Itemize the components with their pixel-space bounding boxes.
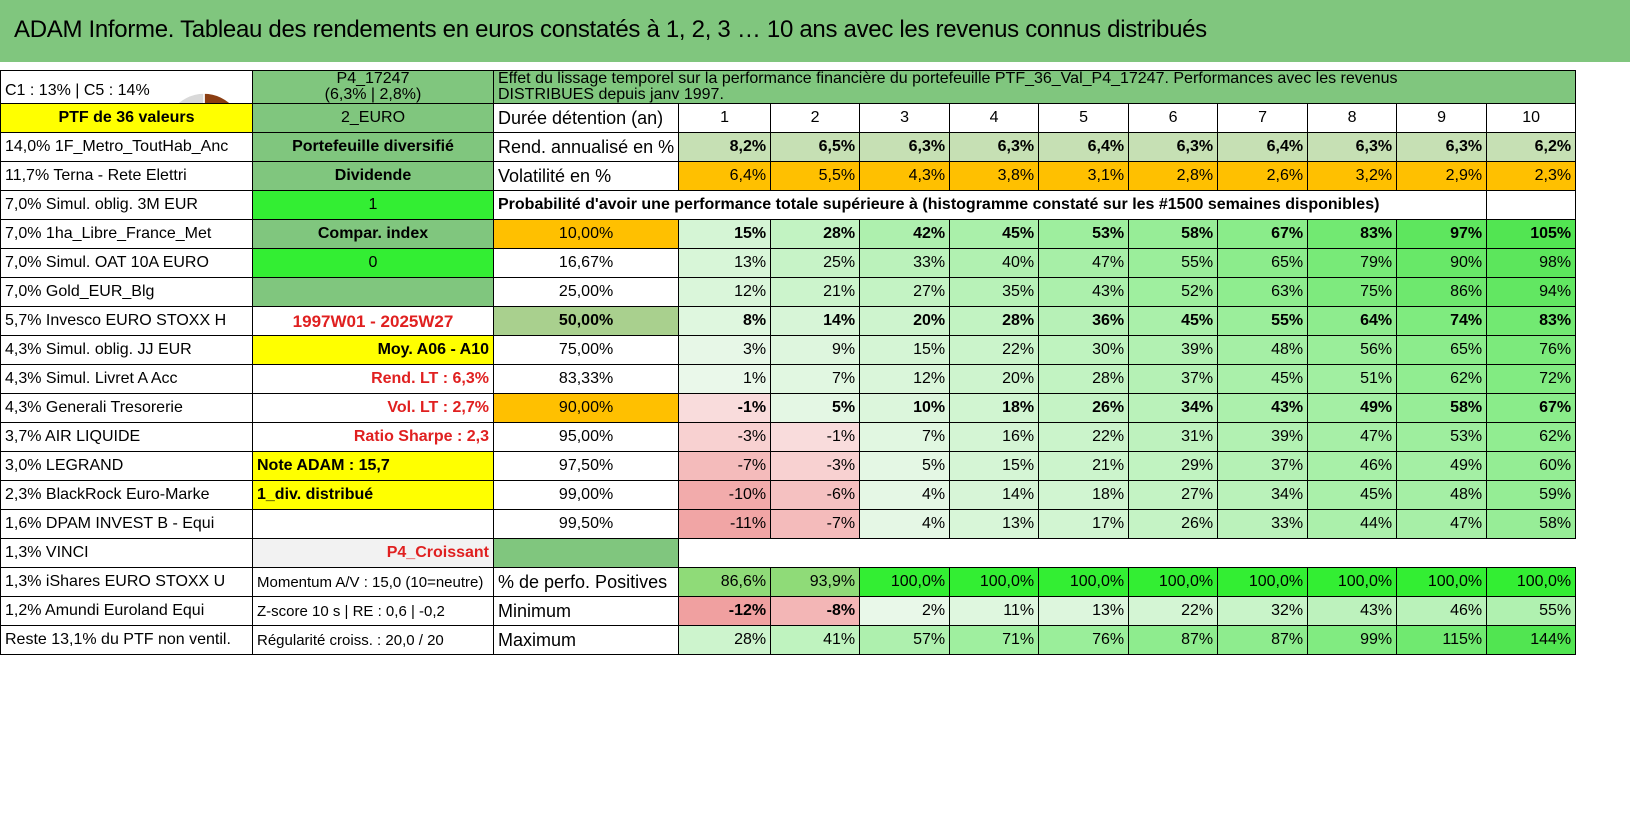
table-row (1, 452, 1576, 481)
probability-value: -7% (771, 510, 860, 539)
indicator-cell: Régularité croiss. : 20,0 / 20 (253, 626, 494, 655)
empty-cell (1039, 539, 1129, 568)
probability-value: -7% (679, 452, 771, 481)
allocation-pie-cell (1, 71, 253, 104)
holding-name: 7,0% Simul. OAT 10A EURO (1, 249, 253, 278)
year-header: 8 (1308, 104, 1397, 133)
stat-value: 100,0% (1487, 568, 1576, 597)
probability-value: 27% (1129, 481, 1218, 510)
year-header: 7 (1218, 104, 1308, 133)
table-row (1, 191, 1576, 220)
empty-cell (1487, 539, 1576, 568)
title-bar (0, 0, 1630, 62)
probability-value: 47% (1039, 249, 1129, 278)
holding-name: 1,3% VINCI (1, 539, 253, 568)
description-cell (494, 71, 1576, 104)
probability-value: 21% (1039, 452, 1129, 481)
probability-value: 29% (1129, 452, 1218, 481)
stat-value: 2% (860, 597, 950, 626)
probability-value: 86% (1397, 278, 1487, 307)
probability-threshold: 95,00% (494, 423, 679, 452)
year-header: 2 (771, 104, 860, 133)
table-row (1, 394, 1576, 423)
table-row (1, 510, 1576, 539)
empty-cell (1129, 539, 1218, 568)
probability-value: 3% (679, 336, 771, 365)
table-row (1, 249, 1576, 278)
table-row (1, 307, 1576, 336)
indicator-cell: Z-score 10 s | RE : 0,6 | -0,2 (253, 597, 494, 626)
year-header: 4 (950, 104, 1039, 133)
probability-value: 55% (1129, 249, 1218, 278)
stat-label: Maximum (494, 626, 679, 655)
probability-value: 5% (771, 394, 860, 423)
probability-value: 49% (1308, 394, 1397, 423)
holding-name: 11,7% Terna - Rete Elettri (1, 162, 253, 191)
pie-slice-c1 (204, 93, 235, 104)
stat-value: 46% (1397, 597, 1487, 626)
probability-value: 21% (771, 278, 860, 307)
empty-cell (1397, 539, 1487, 568)
year-header: 10 (1487, 104, 1576, 133)
probability-value: -3% (771, 452, 860, 481)
indicator-cell: Momentum A/V : 15,0 (10=neutre) (253, 568, 494, 597)
volatility-value: 4,3% (860, 162, 950, 191)
probability-value: 28% (771, 220, 860, 249)
allocation-pie-chart (159, 91, 249, 104)
stat-value: 115% (1397, 626, 1487, 655)
probability-threshold: 25,00% (494, 278, 679, 307)
probability-value: 48% (1218, 336, 1308, 365)
probability-value: 43% (1039, 278, 1129, 307)
stat-value: 100,0% (950, 568, 1039, 597)
probability-value: 58% (1129, 220, 1218, 249)
probability-value: -1% (679, 394, 771, 423)
probability-value: 53% (1397, 423, 1487, 452)
indicator-cell: Dividende (253, 162, 494, 191)
fund-stats: (6,3% | 2,8%) (324, 86, 422, 103)
stat-value: -12% (679, 597, 771, 626)
probability-value: 39% (1129, 336, 1218, 365)
probability-value: 1% (679, 365, 771, 394)
volatility-value: 2,9% (1397, 162, 1487, 191)
currency-label: 2_EURO (253, 104, 494, 133)
table-row (1, 626, 1576, 655)
table-row (1, 539, 1576, 568)
probability-value: 72% (1487, 365, 1576, 394)
probability-value: 45% (950, 220, 1039, 249)
probability-value: 10% (860, 394, 950, 423)
probability-value: 51% (1308, 365, 1397, 394)
probability-value: 45% (1308, 481, 1397, 510)
stat-value: -8% (771, 597, 860, 626)
volatility-value: 2,3% (1487, 162, 1576, 191)
holding-name: 1,6% DPAM INVEST B - Equi (1, 510, 253, 539)
probability-threshold: 90,00% (494, 394, 679, 423)
probability-value: 30% (1039, 336, 1129, 365)
holding-name: 4,3% Generali Tresorerie (1, 394, 253, 423)
fund-code: P4_17247 (336, 70, 410, 87)
probability-value: 49% (1397, 452, 1487, 481)
probability-value: 64% (1308, 307, 1397, 336)
probability-value: 39% (1218, 423, 1308, 452)
probability-value: 18% (1039, 481, 1129, 510)
probability-value: 58% (1397, 394, 1487, 423)
stat-value: 100,0% (1397, 568, 1487, 597)
volatility-value: 3,2% (1308, 162, 1397, 191)
year-header: 5 (1039, 104, 1129, 133)
indicator-cell: Moy. A06 - A10 (253, 336, 494, 365)
stat-value: 22% (1129, 597, 1218, 626)
probability-value: 4% (860, 510, 950, 539)
probability-value: 15% (679, 220, 771, 249)
probability-threshold: 99,00% (494, 481, 679, 510)
probability-caption: Probabilité d'avoir une performance totale supérieure à (histogramme constaté sur les #1500 semaines disponibles) (494, 191, 1487, 220)
probability-threshold: 75,00% (494, 336, 679, 365)
year-header: 1 (679, 104, 771, 133)
probability-value: 74% (1397, 307, 1487, 336)
volatility-value: 2,6% (1218, 162, 1308, 191)
probability-value: 20% (950, 365, 1039, 394)
volatility-value: 5,5% (771, 162, 860, 191)
probability-value: 53% (1039, 220, 1129, 249)
probability-value: 28% (950, 307, 1039, 336)
probability-value: 56% (1308, 336, 1397, 365)
stat-value: 13% (1039, 597, 1129, 626)
empty-cell (1308, 539, 1397, 568)
holding-name: 4,3% Simul. Livret A Acc (1, 365, 253, 394)
probability-value: -10% (679, 481, 771, 510)
probability-value: 15% (950, 452, 1039, 481)
fund-header (253, 71, 494, 104)
table-row (1, 162, 1576, 191)
stat-label: Minimum (494, 597, 679, 626)
stat-value: 55% (1487, 597, 1576, 626)
probability-value: 28% (1039, 365, 1129, 394)
probability-threshold: 83,33% (494, 365, 679, 394)
probability-value: 22% (1039, 423, 1129, 452)
table-row (1, 597, 1576, 626)
probability-value: 62% (1487, 423, 1576, 452)
pie-legend-item: C1 : 13% | C5 : 14% (5, 82, 150, 99)
year-header: 9 (1397, 104, 1487, 133)
probability-value: 98% (1487, 249, 1576, 278)
holding-name: 2,3% BlackRock Euro-Marke (1, 481, 253, 510)
stat-value: 11% (950, 597, 1039, 626)
empty-cell (950, 539, 1039, 568)
probability-value: 67% (1487, 394, 1576, 423)
stat-value: 32% (1218, 597, 1308, 626)
indicator-cell: Rend. LT : 6,3% (253, 365, 494, 394)
probability-value: 48% (1397, 481, 1487, 510)
probability-value: 65% (1218, 249, 1308, 278)
table-row (1, 336, 1576, 365)
probability-threshold: 50,00% (494, 307, 679, 336)
probability-value: 59% (1487, 481, 1576, 510)
annual-return-value: 6,3% (1129, 133, 1218, 162)
holding-name: 1,2% Amundi Euroland Equi (1, 597, 253, 626)
indicator-cell: 1_div. distribué (253, 481, 494, 510)
probability-value: 46% (1308, 452, 1397, 481)
stat-value: 43% (1308, 597, 1397, 626)
holding-name: 7,0% Gold_EUR_Blg (1, 278, 253, 307)
volatility-value: 6,4% (679, 162, 771, 191)
indicator-cell: 0 (253, 249, 494, 278)
probability-value: 37% (1129, 365, 1218, 394)
probability-value: 22% (950, 336, 1039, 365)
probability-value: 90% (1397, 249, 1487, 278)
probability-value: 27% (860, 278, 950, 307)
description-line-2: DISTRIBUES depuis janv 1997. (498, 86, 724, 103)
probability-value: 63% (1218, 278, 1308, 307)
stat-value: 28% (679, 626, 771, 655)
probability-value: 33% (1218, 510, 1308, 539)
probability-value: 43% (1218, 394, 1308, 423)
probability-value: 33% (860, 249, 950, 278)
probability-value: 67% (1218, 220, 1308, 249)
holding-name: 4,3% Simul. oblig. JJ EUR (1, 336, 253, 365)
stat-value: 71% (950, 626, 1039, 655)
stat-value: 57% (860, 626, 950, 655)
empty-cell (1487, 191, 1576, 220)
table-row (1, 133, 1576, 162)
table-row (1, 568, 1576, 597)
probability-value: 83% (1308, 220, 1397, 249)
indicator-cell: Compar. index (253, 220, 494, 249)
indicator-cell: Ratio Sharpe : 2,3 (253, 423, 494, 452)
probability-value: 26% (1129, 510, 1218, 539)
probability-value: 36% (1039, 307, 1129, 336)
volatility-value: 2,8% (1129, 162, 1218, 191)
annual-return-value: 6,3% (1397, 133, 1487, 162)
probability-value: 16% (950, 423, 1039, 452)
indicator-cell: 1 (253, 191, 494, 220)
stat-value: 93,9% (771, 568, 860, 597)
report-title: ADAM Informe. Tableau des rendements en euros constatés à 1, 2, 3 … 10 ans avec les revenus connus distribués (14, 16, 1207, 43)
year-header: 3 (860, 104, 950, 133)
annual-return-value: 6,5% (771, 133, 860, 162)
empty-cell (771, 539, 860, 568)
volatility-value: 3,8% (950, 162, 1039, 191)
probability-value: 75% (1308, 278, 1397, 307)
holding-name: 14,0% 1F_Metro_ToutHab_Anc (1, 133, 253, 162)
stat-value: 99% (1308, 626, 1397, 655)
table-row (1, 423, 1576, 452)
probability-value: -6% (771, 481, 860, 510)
volatility-value: 3,1% (1039, 162, 1129, 191)
probability-value: 79% (1308, 249, 1397, 278)
stat-value: 87% (1218, 626, 1308, 655)
annual-return-label: Rend. annualisé en % (494, 133, 679, 162)
probability-value: 97% (1397, 220, 1487, 249)
title-separator (0, 62, 1630, 70)
probability-value: 34% (1218, 481, 1308, 510)
probability-value: 14% (950, 481, 1039, 510)
description-line-1: Effet du lissage temporel sur la performance financière du portefeuille PTF_36_Val_P4_17247. Performances avec les revenus (498, 70, 1398, 87)
stat-value: 100,0% (1218, 568, 1308, 597)
indicator-cell: Portefeuille diversifié (253, 133, 494, 162)
performance-table (0, 70, 1576, 655)
probability-threshold: 99,50% (494, 510, 679, 539)
probability-value: 8% (679, 307, 771, 336)
probability-value: 13% (679, 249, 771, 278)
probability-value: 7% (860, 423, 950, 452)
stat-value: 100,0% (1039, 568, 1129, 597)
stat-value: 87% (1129, 626, 1218, 655)
annual-return-value: 6,3% (950, 133, 1039, 162)
probability-value: 37% (1218, 452, 1308, 481)
probability-value: 52% (1129, 278, 1218, 307)
probability-value: 26% (1039, 394, 1129, 423)
holding-name: 3,7% AIR LIQUIDE (1, 423, 253, 452)
probability-value: 15% (860, 336, 950, 365)
probability-value: -3% (679, 423, 771, 452)
holding-name: 1,3% iShares EURO STOXX U (1, 568, 253, 597)
year-header: 6 (1129, 104, 1218, 133)
holding-name: 5,7% Invesco EURO STOXX H (1, 307, 253, 336)
probability-value: 17% (1039, 510, 1129, 539)
annual-return-value: 6,2% (1487, 133, 1576, 162)
indicator-cell: Note ADAM : 15,7 (253, 452, 494, 481)
probability-value: 65% (1397, 336, 1487, 365)
holding-name: 3,0% LEGRAND (1, 452, 253, 481)
probability-value: 9% (771, 336, 860, 365)
probability-value: 14% (771, 307, 860, 336)
portfolio-label: PTF de 36 valeurs (1, 104, 253, 133)
probability-value: 60% (1487, 452, 1576, 481)
empty-cell (860, 539, 950, 568)
stat-value: 100,0% (1129, 568, 1218, 597)
annual-return-value: 8,2% (679, 133, 771, 162)
table-row (1, 481, 1576, 510)
volatility-label: Volatilité en % (494, 162, 679, 191)
probability-value: 42% (860, 220, 950, 249)
probability-value: 18% (950, 394, 1039, 423)
indicator-cell: 1997W01 - 2025W27 (253, 307, 494, 336)
stat-value: 144% (1487, 626, 1576, 655)
probability-value: 31% (1129, 423, 1218, 452)
probability-value: 7% (771, 365, 860, 394)
probability-value: 12% (860, 365, 950, 394)
empty-cell (1218, 539, 1308, 568)
probability-value: -11% (679, 510, 771, 539)
holding-name: 7,0% 1ha_Libre_France_Met (1, 220, 253, 249)
indicator-cell: P4_Croissant (253, 539, 494, 568)
probability-value: 47% (1308, 423, 1397, 452)
probability-value: 83% (1487, 307, 1576, 336)
pie-slice-c5 (171, 93, 204, 104)
indicator-cell: Vol. LT : 2,7% (253, 394, 494, 423)
probability-threshold: 10,00% (494, 220, 679, 249)
annual-return-value: 6,3% (1308, 133, 1397, 162)
spacer-cell (494, 539, 679, 568)
probability-threshold: 16,67% (494, 249, 679, 278)
annual-return-value: 6,4% (1039, 133, 1129, 162)
annual-return-value: 6,4% (1218, 133, 1308, 162)
probability-value: 44% (1308, 510, 1397, 539)
table-row (1, 278, 1576, 307)
stat-value: 76% (1039, 626, 1129, 655)
holding-name: Reste 13,1% du PTF non ventil. (1, 626, 253, 655)
annual-return-value: 6,3% (860, 133, 950, 162)
probability-value: 13% (950, 510, 1039, 539)
probability-value: 12% (679, 278, 771, 307)
stat-value: 100,0% (1308, 568, 1397, 597)
probability-value: 34% (1129, 394, 1218, 423)
stat-label: % de perfo. Positives (494, 568, 679, 597)
indicator-cell (253, 510, 494, 539)
probability-value: 4% (860, 481, 950, 510)
probability-value: 47% (1397, 510, 1487, 539)
indicator-cell (253, 278, 494, 307)
probability-threshold: 97,50% (494, 452, 679, 481)
pie-legend (5, 75, 150, 104)
table-row (1, 220, 1576, 249)
probability-value: 62% (1397, 365, 1487, 394)
probability-value: 45% (1218, 365, 1308, 394)
stat-value: 100,0% (860, 568, 950, 597)
probability-value: 40% (950, 249, 1039, 278)
duration-label: Durée détention (an) (494, 104, 679, 133)
table-row (1, 365, 1576, 394)
probability-value: -1% (771, 423, 860, 452)
probability-value: 25% (771, 249, 860, 278)
probability-value: 45% (1129, 307, 1218, 336)
stat-value: 41% (771, 626, 860, 655)
empty-cell (679, 539, 771, 568)
probability-value: 58% (1487, 510, 1576, 539)
probability-value: 55% (1218, 307, 1308, 336)
probability-value: 105% (1487, 220, 1576, 249)
probability-value: 35% (950, 278, 1039, 307)
probability-value: 76% (1487, 336, 1576, 365)
probability-value: 5% (860, 452, 950, 481)
holding-name: 7,0% Simul. oblig. 3M EUR (1, 191, 253, 220)
probability-value: 20% (860, 307, 950, 336)
probability-value: 94% (1487, 278, 1576, 307)
stat-value: 86,6% (679, 568, 771, 597)
